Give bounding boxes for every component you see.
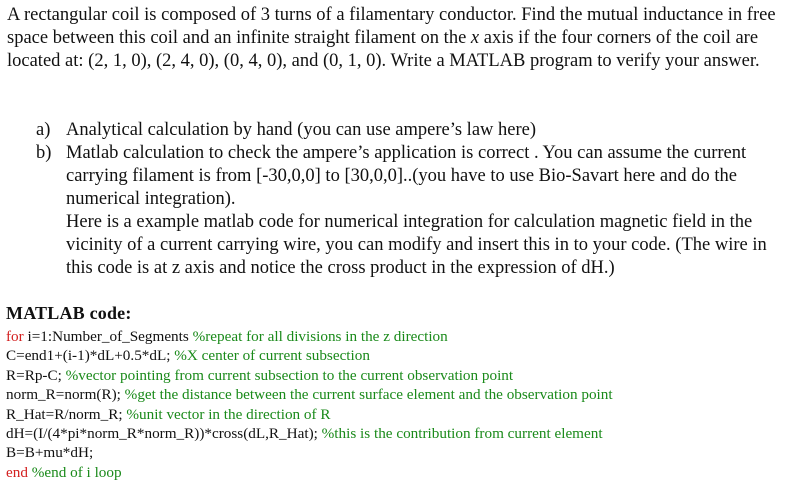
problem-text-part2: axis if the four corners of the coil are located at: (2, 1, 0), (2, 4, 0), (0, 4, 0), and (0, 1, 0). Write a MATLAB program to verify your answer. — [7, 28, 760, 71]
code-comment: %X center of current subsection — [174, 347, 370, 365]
part-label: a) — [36, 120, 51, 140]
part-a-text: Analytical calculation by hand (you can use ampere’s law here) — [66, 120, 537, 140]
code-line — [6, 346, 786, 365]
code-title: MATLAB code: — [6, 303, 132, 323]
code-statement: R=Rp-C; — [6, 366, 66, 384]
code-statement: C=end1+(i-1)*dL+0.5*dL; — [6, 347, 175, 365]
code-line — [6, 443, 786, 462]
code-line — [6, 405, 786, 424]
code-statement: norm_R=norm(R); — [6, 386, 125, 404]
part-b-code-note: Here is a example matlab code for numerical integration for calculation magnetic field in the vicinity of a current carrying wire, you can modify and insert this in to your code. (The wire in this code is at z axis and notice the cross product in the expression of dH.) — [66, 212, 767, 278]
code-statement: R_Hat=R/norm_R; — [6, 405, 127, 423]
question-part-a — [36, 119, 786, 142]
code-statement: B=B+mu*dH; — [6, 444, 94, 462]
code-line — [6, 424, 786, 443]
code-keyword: for — [6, 328, 24, 345]
code-statement: i=1:Number_of_Segments — [23, 328, 193, 345]
axis-variable: x — [470, 28, 480, 48]
part-label: b) — [36, 143, 52, 163]
code-comment: %end of i loop — [31, 463, 122, 481]
code-keyword: end — [6, 463, 28, 481]
code-comment: %vector pointing from current subsection to the current observation point — [65, 366, 514, 384]
part-b-text: Matlab calculation to check the ampere’s application is correct . You can assume the current carrying filament is from [-30,0,0] to [30,0,0]..(you have to use Bio-Savart here and do the numerical integration). — [66, 143, 747, 209]
code-line — [6, 385, 786, 404]
code-statement: dH=(I/(4*pi*norm_R*norm_R))*cross(dL,R_Hat); — [6, 425, 322, 443]
question-part-b — [36, 142, 786, 280]
code-line — [6, 463, 786, 482]
matlab-code-block — [6, 327, 786, 482]
code-comment: %unit vector in the direction of R — [126, 405, 331, 423]
code-comment: %this is the contribution from current element — [321, 425, 603, 443]
problem-statement — [7, 4, 783, 73]
code-comment: %repeat for all divisions in the z direction — [192, 328, 448, 345]
code-comment: %get the distance between the current surface element and the observation point — [124, 386, 613, 404]
question-parts-list — [36, 119, 786, 280]
code-line — [6, 327, 786, 346]
problem-text-part1: A rectangular coil is composed of 3 turns of a filamentary conductor. Find the mutual inductance in free space between this coil and an infinite straight filament on the — [7, 5, 776, 48]
code-line — [6, 366, 786, 385]
